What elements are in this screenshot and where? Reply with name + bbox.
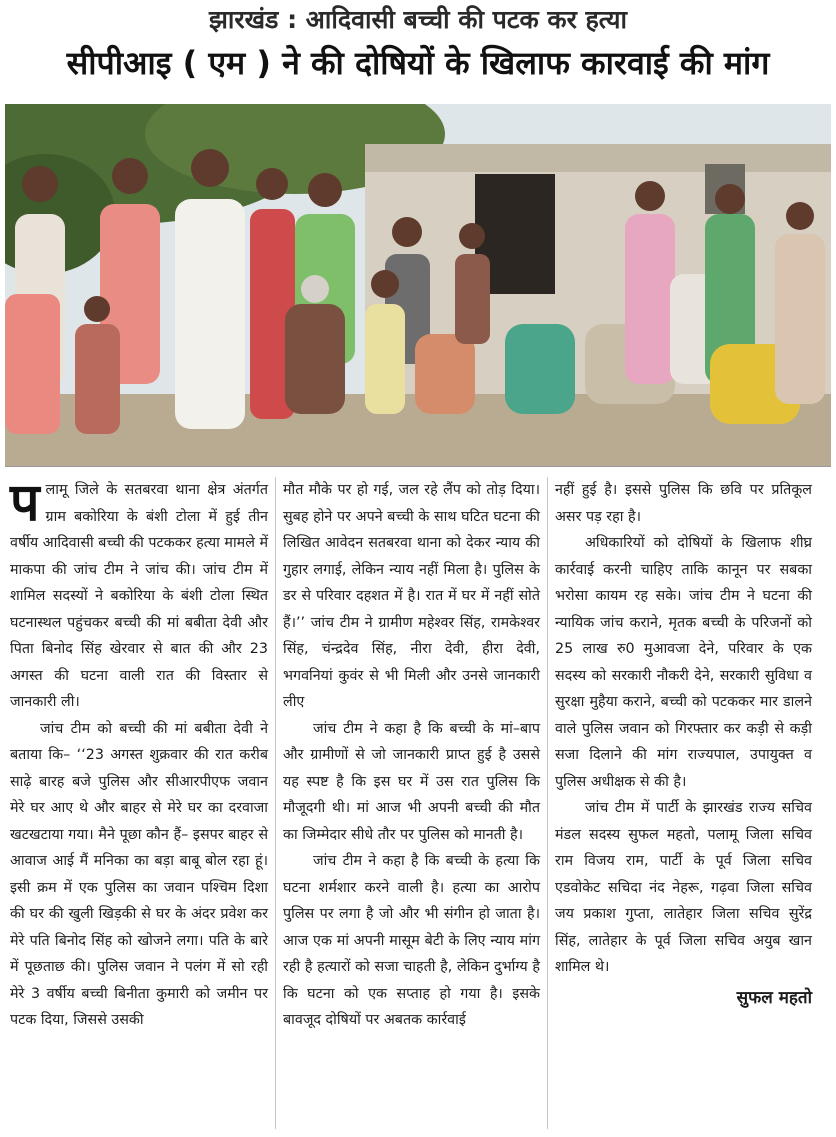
paragraph: लामू जिले के सतबरवा थाना क्षेत्र अंतर्गत ग्राम बकोरिया के बंशी टोला में हुई तीन वर्षीय आदिवासी बच्ची की पटककर हत्या मामले में माकपा की जांच टीम ने जांच की। जांच टीम में शामिल सदस्यों ने बकोरिया के बंशी टोला स्थित घटनास्थल पहुंचकर बच्ची की मां बबीता देवी और पिता बिनोद सिंह खेरवार से बात की और 23 अगस्त की घटना वाली रात की विस्तार से जानकारी ली।	[10, 482, 268, 710]
news-photo	[5, 104, 831, 467]
drop-cap: प	[10, 477, 40, 533]
paragraph: अधिकारियों को दोषियों के खिलाफ शीघ्र कार्रवाई करनी चाहिए ताकि कानून पर सबका भरोसा कायम रह सके। जांच टीम ने घटना की न्यायिक जांच कराने, मृतक बच्ची के परिजनों को 25 लाख रु0 मुआवजा देने, परिवार के एक सदस्य को सरकारी नौकरी देने, सरकारी सुविधा व सुरक्षा मुहैया कराने, बच्ची को पटककर मार डालने वाले पुलिस जवान को गिरफ्तार कर कड़ी से कड़ी सजा दिलाने की मांग राज्यपाल, उपायुक्त व पुलिस अधीक्षक से की है।	[555, 535, 812, 790]
article-kicker: झारखंड : आदिवासी बच्ची की पटक कर हत्या	[208, 5, 628, 34]
byline: सुफल महतो	[736, 987, 812, 1008]
article-column-2	[275, 477, 547, 1129]
paragraph: नहीं हुई है। इससे पुलिस कि छवि पर प्रतिकूल असर पड़ रहा है।	[555, 482, 812, 525]
paragraph: जांच टीम ने कहा है कि बच्ची के मां–बाप और ग्रामीणों से जो जानकारी प्राप्त हुई है उससे यह स्पष्ट है कि इस घर में उस रात पुलिस कि मौजूदगी थी। मां आज भी अपनी बच्ची की मौत का जिम्मेदार सीधे तौर पर पुलिस को मानती है।	[283, 720, 540, 843]
article-body	[3, 477, 831, 1129]
article-headline: सीपीआइ ( एम ) ने की दोषियों के खिलाफ कारवाई की मांग	[66, 44, 770, 82]
paragraph: जांच टीम ने कहा है कि बच्ची के हत्या कि घटना शर्मशार करने वाली है। हत्या का आरोप पुलिस पर लगा है जो और भी संगीन हो जाता है। आज एक मां अपनी मासूम बेटी के लिए न्याय मांग रही है हत्यारों को सजा चाहती है, लेकिन दुर्भाग्य है कि घटना को एक सप्ताह हो गया है। इसके बावजूद दोषियों पर अबतक कार्रवाई	[283, 853, 540, 1028]
article-header	[0, 0, 836, 100]
paragraph: मौत मौके पर हो गई, जल रहे लैंप को तोड़ दिया। सुबह होने पर अपने बच्ची के साथ घटित घटना की लिखित आवेदन सतबरवा थाना को देकर न्याय की गुहार लगाई, लेकिन न्याय नहीं मिला है। पुलिस के डर से परिवार दहशत में है। रात में घर में नहीं सोते हैं।’’ जांच टीम ने ग्रामीण महेश्वर सिंह, रामकेश्वर सिंह, चंन्द्रदेव सिंह, नीरा देवी, हीरा देवी, भगवनियां कुवंर से भी मिली और उनसे जानकारी लीए	[283, 482, 540, 710]
article-column-1	[3, 477, 275, 1129]
article-column-3	[547, 477, 819, 1129]
paragraph: जांच टीम को बच्ची की मां बबीता देवी ने बताया कि– ‘‘23 अगस्त शुक्रवार की रात करीब साढ़े बारह बजे पुलिस और सीआरपीएफ जवान मेरे घर आए थे और बाहर से मेरे घर का दरवाजा खटखटाया गया। मैने पूछा कौन हैं– इसपर बाहर से आवाज आई मैं मनिका का बड़ा बाबू बोल रहा हूं। इसी क्रम में एक पुलिस का जवान पश्चिम दिशा की घर की खुली खिड़की से घर के अंदर प्रवेश कर मेरे पति बिनोद सिंह को खोजने लगा। पति के बारे में पूछताछ की। पुलिस जवान ने पलंग में सो रही मेरे 3 वर्षीय बच्ची बिनीता कुमारी को जमीन पर पटक दिया, जिससे उसकी	[10, 720, 268, 1028]
paragraph: जांच टीम में पार्टी के झारखंड राज्य सचिव मंडल सदस्य सुफल महतो, पलामू जिला सचिव राम विजय राम, पार्टी के पूर्व जिला सचिव एडवोकेट सचिदा नंद नेहरू, गढ़वा जिला सचिव जय प्रकाश गुप्ता, लातेहार जिला सचिव सुरेंद्र सिंह, लातेहार के पूर्व जिला सचिव अयुब खान शामिल थे।	[555, 800, 812, 975]
